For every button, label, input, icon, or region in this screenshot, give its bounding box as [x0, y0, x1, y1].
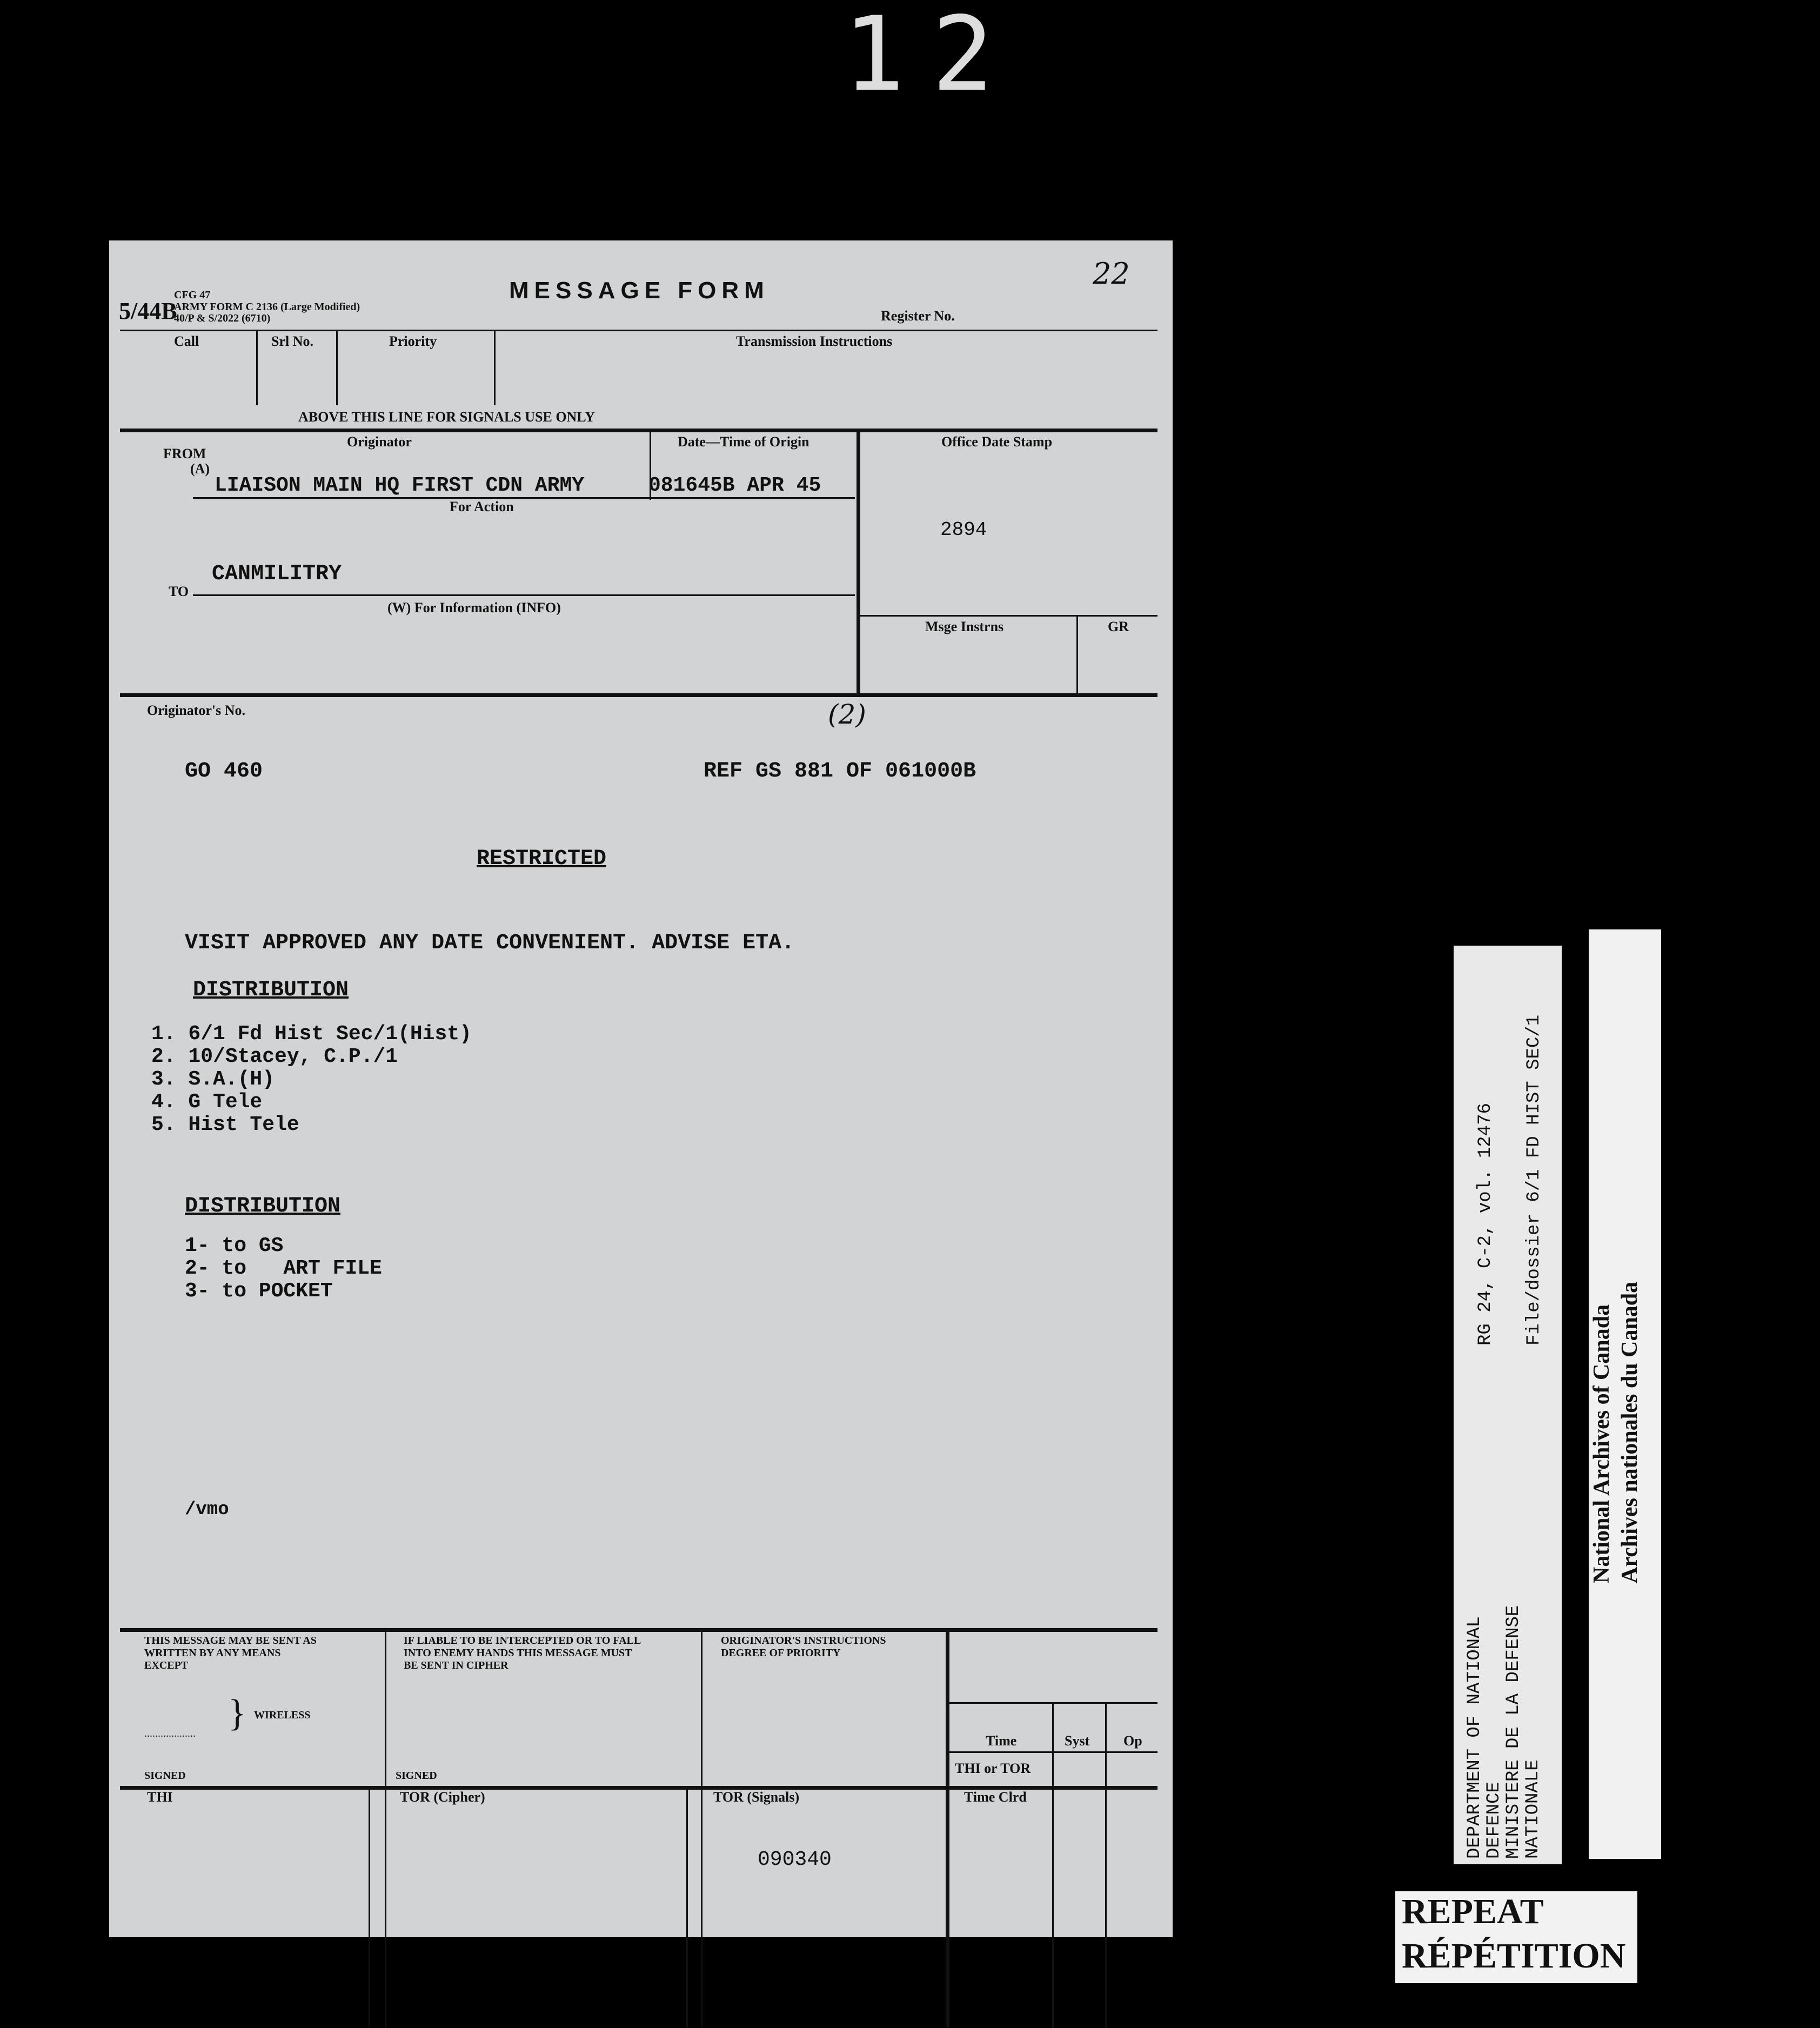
footer-col3-line2: DEGREE OF PRIORITY — [721, 1647, 841, 1659]
form-army-form: ARMY FORM C 2136 (Large Modified) — [174, 301, 360, 313]
for-action-label: For Action — [450, 499, 514, 514]
classification: RESTRICTED — [477, 847, 607, 871]
distribution2-heading: DISTRIBUTION — [185, 1194, 341, 1219]
originator-top-rule — [120, 429, 1157, 432]
footer-top-rule — [120, 1628, 1157, 1632]
thi-label: THI — [147, 1789, 173, 1805]
gr-label: GR — [1108, 619, 1129, 634]
archive-dept1: DEPARTMENT OF NATIONAL — [1464, 1616, 1485, 1859]
originator-value: LIAISON MAIN HQ FIRST CDN ARMY — [215, 474, 585, 497]
distribution-heading: DISTRIBUTION — [193, 978, 349, 1002]
distribution-item: 1. 6/1 Fd Hist Sec/1(Hist) — [151, 1022, 472, 1046]
footer-col3-line1: ORIGINATOR'S INSTRUCTIONS — [721, 1635, 886, 1647]
divider — [494, 330, 496, 405]
from-sub-label: (A) — [190, 461, 210, 477]
distribution2-item: 2- to ART FILE — [185, 1257, 382, 1280]
footer-col1-line2: WRITTEN BY ANY MEANS — [144, 1647, 281, 1659]
page-number: 22 — [1093, 257, 1130, 291]
to-value: CANMILITRY — [212, 562, 342, 586]
footer-col1-line1: THIS MESSAGE MAY BE SENT AS — [144, 1635, 317, 1647]
distribution2-item: 1- to GS — [185, 1234, 284, 1257]
form-ref: 40/P & S/2022 (6710) — [174, 312, 271, 324]
distribution-item: 5. Hist Tele — [151, 1113, 299, 1136]
form-side-code: 5/44B — [119, 298, 177, 324]
originator-bottom-rule — [120, 693, 1157, 697]
handwritten-ref: (2) — [828, 699, 866, 730]
typist-initials: /vmo — [185, 1500, 229, 1520]
from-label: FROM — [163, 446, 206, 461]
repeat-stamp — [1395, 1891, 1637, 1983]
divider — [857, 431, 860, 695]
office-stamp-label: Office Date Stamp — [941, 434, 1053, 450]
syst-label: Syst — [1065, 1733, 1090, 1749]
divider — [946, 1630, 949, 2027]
tor-signals-label: TOR (Signals) — [713, 1789, 800, 1805]
divider — [385, 1630, 386, 2027]
date-time-value: 081645B APR 45 — [648, 474, 821, 497]
divider — [701, 1630, 702, 2027]
transmission-label: Transmission Instructions — [736, 333, 893, 349]
tor-cipher-label: TOR (Cipher) — [400, 1789, 485, 1805]
thi-tor-label: THI or TOR — [955, 1761, 1031, 1776]
header-rule — [120, 330, 1157, 331]
originator-label: Originator — [347, 434, 412, 450]
to-line — [193, 594, 855, 596]
srl-label: Srl No. — [271, 333, 313, 349]
to-label: TO — [169, 584, 189, 599]
time-clrd-label: Time Clrd — [964, 1789, 1027, 1805]
archive-nac-en: National Archives of Canada — [1589, 1304, 1614, 1583]
form-title: MESSAGE FORM — [509, 277, 770, 304]
time-table-rule — [949, 1751, 1157, 1753]
distribution-item: 2. 10/Stacey, C.P./1 — [151, 1045, 398, 1068]
info-label: (W) For Information (INFO) — [387, 600, 561, 615]
footer-col1-signed: SIGNED — [144, 1770, 186, 1782]
from-line — [193, 497, 855, 499]
date-time-label: Date—Time of Origin — [678, 434, 809, 450]
brace: } — [228, 1692, 246, 1734]
archive-reference-label — [1454, 946, 1562, 1864]
op-label: Op — [1123, 1733, 1142, 1749]
msge-rule — [858, 615, 1157, 617]
signals-only-label: ABOVE THIS LINE FOR SIGNALS USE ONLY — [298, 409, 595, 425]
originators-no-value: GO 460 — [185, 759, 263, 784]
repeat-en: REPEAT — [1402, 1892, 1544, 1931]
time-label: Time — [986, 1733, 1017, 1749]
msge-instrns-label: Msge Instrns — [925, 619, 1004, 634]
wireless-label: WIRELESS — [254, 1709, 311, 1721]
footer-col2-line2: INTO ENEMY HANDS THIS MESSAGE MUST — [404, 1647, 632, 1659]
distribution-list — [151, 1023, 472, 1136]
distribution-item: 3. S.A.(H) — [151, 1068, 275, 1091]
archive-file: File/dossier 6/1 FD HIST SEC/1 — [1524, 1014, 1544, 1346]
stamp-number: 2894 — [940, 519, 987, 541]
divider — [369, 1788, 370, 2027]
archive-institution-label — [1589, 929, 1661, 1859]
divider — [256, 330, 258, 405]
frame-number: 12 — [843, 0, 1021, 114]
footer-col2-line3: BE SENT IN CIPHER — [404, 1659, 508, 1671]
tor-signals-value: 090340 — [758, 1848, 832, 1871]
archive-rg: RG 24, C-2, vol. 12476 — [1475, 1103, 1496, 1346]
divider — [686, 1788, 688, 2027]
divider — [1076, 615, 1078, 695]
distribution2-item: 3- to POCKET — [185, 1280, 333, 1303]
archive-nac-fr: Archives nationales du Canada — [1617, 1281, 1642, 1583]
repeat-fr: RÉPÉTITION — [1402, 1936, 1626, 1976]
reference-value: REF GS 881 OF 061000B — [704, 759, 976, 784]
footer-col1-line3: EXCEPT — [144, 1659, 189, 1671]
originators-no-label: Originator's No. — [147, 702, 245, 718]
register-label: Register No. — [881, 308, 955, 324]
form-cfg: CFG 47 — [174, 289, 211, 301]
distribution2-list — [185, 1235, 382, 1303]
call-label: Call — [174, 333, 199, 349]
priority-label: Priority — [389, 333, 437, 349]
footer-col2-line1: IF LIABLE TO BE INTERCEPTED OR TO FALL — [404, 1635, 641, 1647]
divider — [336, 330, 338, 405]
message-body: VISIT APPROVED ANY DATE CONVENIENT. ADVISE ETA. — [185, 931, 795, 955]
footer-dots: ................... — [144, 1728, 196, 1739]
archive-dept4: NATIONALE — [1523, 1759, 1543, 1859]
message-form-sheet — [109, 240, 1173, 1937]
archive-dept2: DEFENCE — [1484, 1782, 1504, 1859]
distribution-item: 4. G Tele — [151, 1090, 263, 1114]
footer-col2-signed: SIGNED — [396, 1770, 437, 1782]
archive-dept3: MINISTERE DE LA DEFENSE — [1503, 1605, 1524, 1859]
